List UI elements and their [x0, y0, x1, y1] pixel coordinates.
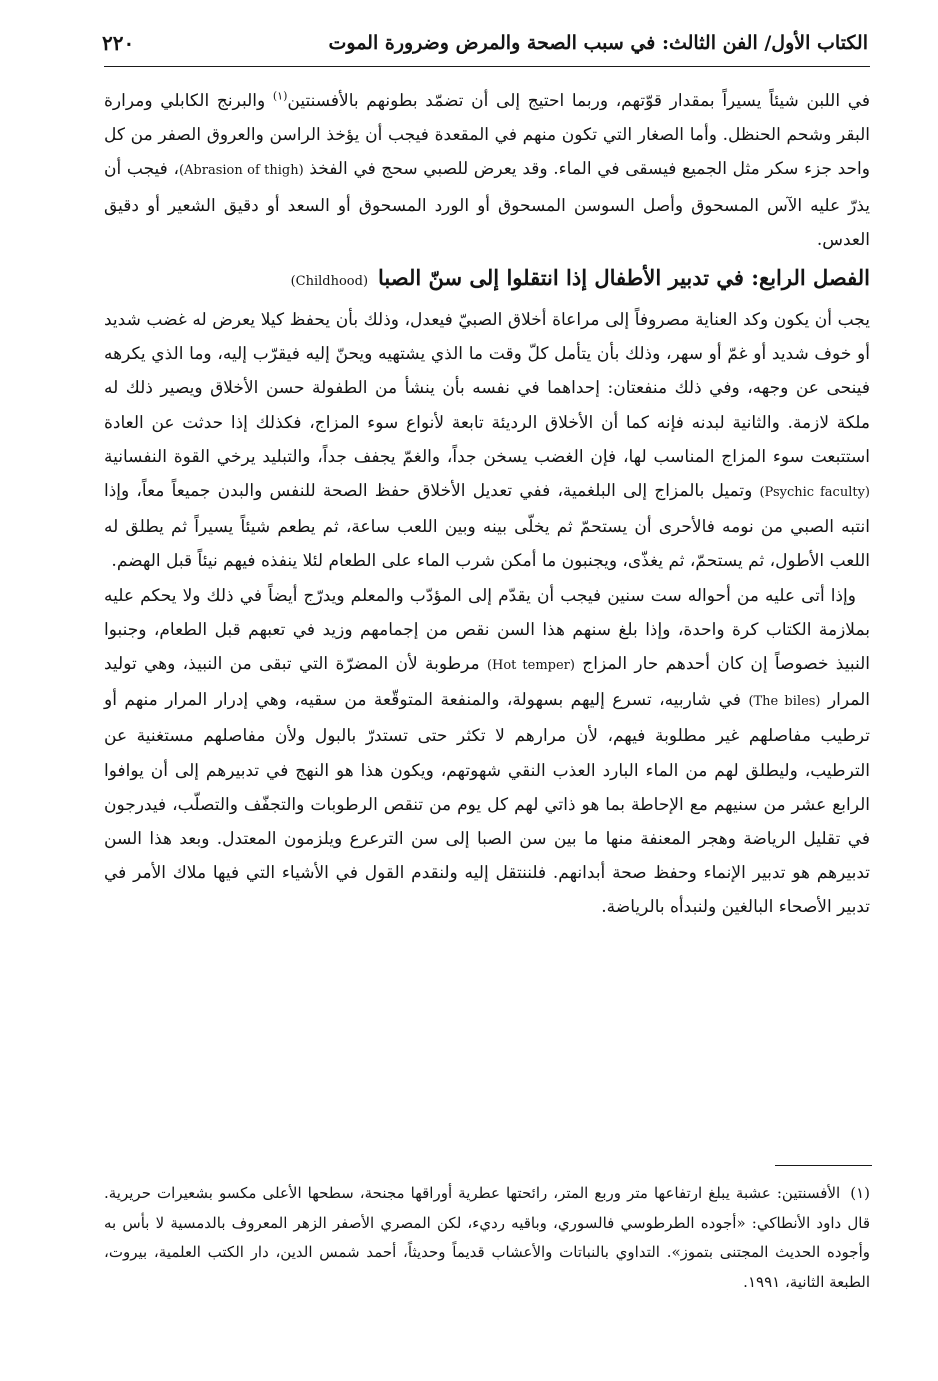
footnote-reference[interactable]: (١): [272, 89, 288, 103]
paragraph-1-text-c: ، فيجب أن يذرّ عليه الآس المسحوق وأصل السوسن المسحوق أو الورد المسحوق أو السعد أو دقيق الشعير أو دقيق العدس.: [104, 159, 870, 250]
paragraph-2-text-a: يجب أن يكون وكد العناية مصروفاً إلى مراعاة أخلاق الصبيّ فيعدل، وذلك بأن يحفظ كيلا يعرض له غضب شديد أو خوف شديد أو غمّ أو سهر، وذلك بأن يتأمل كلّ وقت ما الذي يشتهيه ويحنّ إليه فيقرّب إليه، وما الذي يكرهه فينحى عن وجهه، وفي ذلك منفعتان: إحداهما في نفسه بأن ينشأ من الطفولة حسن الأخلاق ويصير ذلك له ملكة لازمة. والثانية لبدنه فإنه كما أن الأخلاق الرديئة تابعة لأنواع سوء المزاج، فكذلك إذا حدثت عن العادة استتبعت سوء المزاج المناسب لها، فإن الغضب يسخن جداً، والغمّ يجفف جداً، والتبليد يرخي القوة النفسانية: [104, 310, 870, 467]
page-number: ٢٢٠: [102, 31, 135, 55]
paragraph-1: [104, 84, 870, 257]
chapter-title: الفصل الرابع: في تدبير الأطفال إذا انتقلوا إلى سنّ الصبا: [378, 265, 870, 291]
footnote-text: الأفسنتين: عشبة يبلغ ارتفاعها متر وربع المتر، رائحتها عطرية أوراقها مجنحة، سطحها الأعلى مكسو بشعيرات حريرية. قال داود الأنطاكي: «أجوده الطرطوسي فالسوري، وباقيه رديء، لكن المصري الأصفر الزهر المعروف بالدمسية لا بأس به وأجوده الحديث المجتنى بتموز». التداوي بالنباتات والأعشاب قديماً وحديثاً، أحمد شمس الدين، دار الكتب العلمية، بيروت، الطبعة الثانية، ١٩٩١.: [104, 1184, 870, 1291]
footnote: [104, 1179, 870, 1297]
paragraph-1-text-a: في اللبن شيئاً يسيراً بمقدار قوّتهم، وربما احتيج إلى أن تضمّد بطونهم بالأفسنتين: [287, 91, 871, 111]
running-header-title: الكتاب الأول/ الفن الثالث: في سبب الصحة والمرض وضرورة الموت: [328, 32, 868, 54]
latin-term-hot-temper: (Hot temper): [486, 658, 575, 674]
chapter-heading: [104, 260, 870, 300]
paragraph-2-text-b: وتميل بالمزاج إلى البلغمية، ففي تعديل الأخلاق حفظ الصحة للنفس والبدن جميعاً معاً، وإذا انتبه الصبي من نومه فالأحرى أن يستحمّ ثم يخلّى بينه وبين اللعب ساعة، ثم يطعم شيئاً يسيراً ثم يطلق له اللعب الأطول، ثم يستحمّ، ثم يغذّى، ويجنبون ما أمكن شرب الماء على الطعام لئلا ينفذه فيهم نيئاً قبل الهضم.: [104, 481, 870, 572]
header-divider: [104, 66, 870, 67]
paragraph-3-text-c: في شاربيه، تسرع إليهم بسهولة، والمنفعة المتوقّعة من سقيه، وهي إدرار المرار منهم أو ترطيب مفاصلهم غير مطلوبة فيهم، لأن مرارهم لا تكثر حتى تستدرّ بالبول ولأن مفاصلهم مستغنية عن الترطيب، وليطلق لهم من الماء البارد العذب النقي شهوتهم، ويكون هذا هو النهج في تدبيرهم إلى أن يوافوا الرابع عشر من سنيهم مع الإحاطة بما هو ذاتي لهم كل يوم من تنقص الرطوبات والتجفّف والتصلّب، فيدرجون في تقليل الرياضة وهجر المعنفة منها ما بين سن الصبا إلى سن الترعرع ويلزمون المعتدل. وبعد هذا السن تدبيرهم هو تدبير الإنماء وحفظ صحة أبدانهم. فلننتقل إليه ولنقدم القول في الأشياء التي فيها ملاك الأمر في تدبير الأصحاء البالغين ولنبدأه بالرياضة.: [104, 690, 870, 918]
latin-term-abrasion: (Abrasion of thigh): [178, 163, 304, 179]
latin-term-psychic-faculty: (Psychic faculty): [759, 485, 870, 501]
paragraph-3-text-a: وإذا أتى عليه من أحواله ست سنين فيجب أن يقدّم إلى المؤدّب والمعلم ويدرّج أيضاً في ذلك ولا يحكم عليه بملازمة الكتاب كرة واحدة، وإذا بلغ سنهم هذا السن نقص من إجمامهم وزيد في تعبهم قبل الطعام، وجنبوا النبيذ خصوصاً إن كان أحدهم حار المزاج: [104, 585, 871, 675]
paragraph-2: [104, 303, 870, 579]
running-header: [102, 26, 868, 60]
paragraph-3: [104, 579, 870, 925]
paragraph-1-text-b: والبرنج الكابلي ومرارة البقر وشحم الحنظل. وأما الصغار التي تكون منهم في المقعدة فيجب أن يؤخذ الراسن والعروق الصفر من كل واحد جزء سكر مثل الجميع فيسقى في الماء. وقد يعرض للصبي سحج في الفخذ: [104, 91, 870, 180]
latin-term-biles: (The biles): [748, 694, 821, 710]
footnote-divider: [775, 1165, 872, 1166]
footnote-marker: (١): [850, 1184, 870, 1202]
chapter-latin-term: (Childhood): [290, 274, 369, 290]
page-body: [104, 84, 870, 925]
paragraph-3-text-b: مرطوبة لأن المضرّة التي تبقى من النبيذ، وهي توليد المرار: [104, 654, 870, 711]
